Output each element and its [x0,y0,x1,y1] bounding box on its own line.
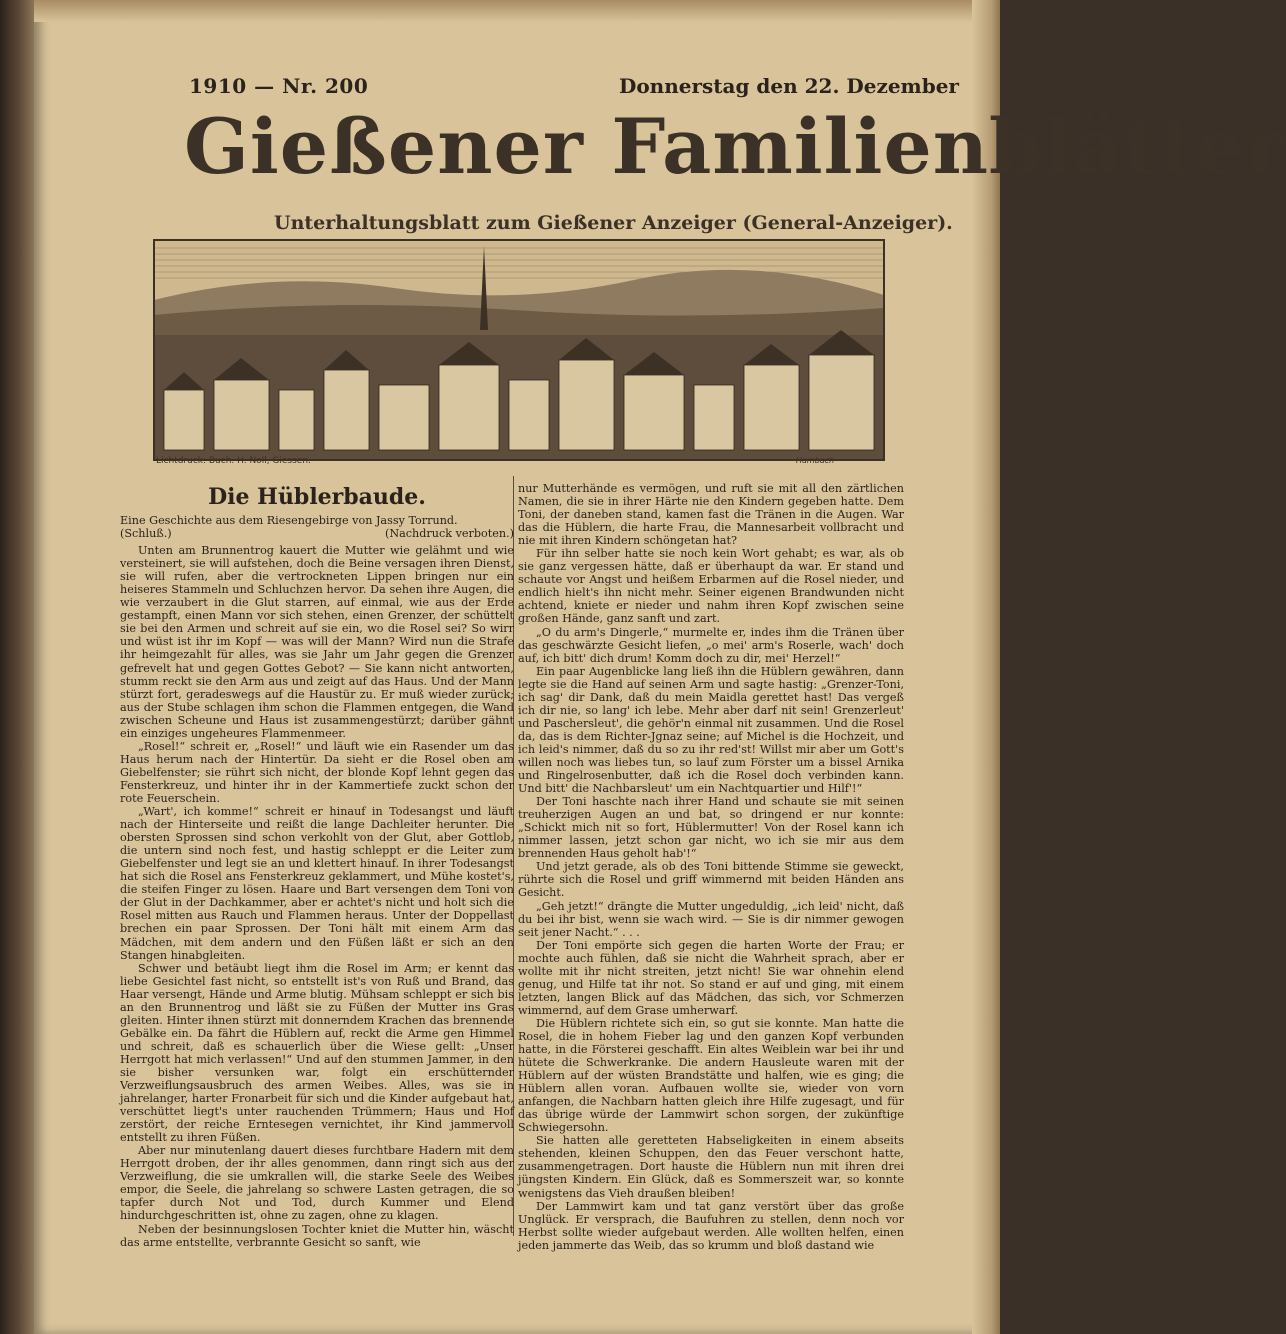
masthead [154,102,1286,462]
paragraph: „Geh jetzt!“ drängte die Mutter ungeduldig, „ich leid' nicht, daß du bei ihr bist, wenn sie wach wird. — Sie is dir nimmer gewogen seit jener Nacht.“ . . . [518,899,904,939]
paragraph: Die Hüblern richtete sich ein, so gut sie konnte. Man hatte die Rosel, die in hohem Fieber lag und den ganzen Kopf verbunden hatte, in die Försterei geschafft. Ein altes Weiblein war bei ihr und hütete die Schwerkranke. Die andern Hausleute waren mit der Hüblern auf der wüsten Brandstätte und halfen, wie es ging; die Hüblern allen voran. Aufbauen wollte sie, wieder von vorn anfangen, die Nachbarn hatten gleich ihre Hilfe zugesagt, und für das übrige würde der Lammwirt schon sorgen, der zukünftige Schwiegersohn. [518,1016,904,1135]
issue-number: 1910 — Nr. 200 [189,74,369,98]
engraving-credit: Lichtdruck: Buch. H. Noll, Giessen. [156,456,311,466]
paragraph: „O du arm's Dingerle,“ murmelte er, indes ihm die Tränen über das geschwärzte Gesicht liefen, „o mei' arm's Roserle, wach' doch auf, ich bitt' dich drum! Komm doch zu dir, mei' Herzel!“ [518,625,904,665]
city-engraving [154,240,884,460]
paragraph: Unten am Brunnentrog kauert die Mutter wie gelähmt und wie versteinert, sie will aufstehen, doch die Beine versagen ihren Dienst, sie will rufen, aber die vertrockneten Lippen bringen nur ein heiseres Stammeln und Schluchzen hervor. Da sehen ihre Augen, die wie verzaubert in die Glut starren, auf einmal, wie aus der Erde gestampft, einen Mann vor sich stehen, einen Grenzer, der schüttelt sie bei den Armen und schreit auf sie ein, wo die Rosel sei? So wirr und wüst ist ihr im Kopf — was will der Mann? Wird nun die Strafe ihr heimgezahlt für alles, was sie Jahr um Jahr gegen die Grenzer gefrevelt hat und gegen Gottes Gebot? — Sie kann nicht antworten, stumm reckt sie den Arm aus und zeigt auf das Haus. Und der Mann stürzt fort, geradeswegs auf die Haustür zu. Er muß wieder zurück; aus der Stube schlagen ihm schon die Flammen entgegen, die Wand zwischen Scheune und Haus ist zusammengestürzt; darüber gähnt ein einziges ungeheures Flammenmeer. [120,544,514,740]
paragraph: Sie hatten alle geretteten Habseligkeiten in einem abseits stehenden, kleinen Schuppen, den das Feuer verschont hatte, zusammengetragen. Dort hauste die Hüblern nun mit ihren drei jüngsten Kindern. Ein Glück, daß es Sommerszeit war, so konnte wenigstens das Vieh draußen bleiben! [518,1134,904,1200]
conclusion-note: (Schluß.) [120,527,172,541]
article-column-1 [120,482,514,1249]
engraver-signature: Hambach [796,456,835,465]
issue-date: Donnerstag den 22. Dezember [619,74,959,98]
paragraph: Neben der besinnungslosen Tochter kniet die Mutter hin, wäscht das arme entstellte, verbrannte Gesicht so sanft, wie [120,1222,514,1249]
article-column-2 [518,482,904,1252]
paragraph: Der Toni empörte sich gegen die harten Worte der Frau; er mochte auch fühlen, daß sie nicht die Wahrheit sprach, aber er wollte mit ihr nicht streiten, jetzt nicht! Sie war ohnehin elend genug, und Hilfe tat ihr not. So stand er auf und ging, mit einem letzten, langen Blick auf das Mädchen, das sich, vor Schmerzen wimmernd, auf dem Grase umherwarf. [518,938,904,1017]
book-spine-edge [0,0,34,1334]
masthead-title: Gießener Familienblätter [184,102,1286,191]
paragraph: Schwer und betäubt liegt ihm die Rosel im Arm; er kennt das liebe Gesichtel fast nicht, so entstellt ist's von Ruß und Brand, das Haar versengt, Hände und Arme blutig. Mühsam schleppt er sich bis an den Brunnentrog und läßt sie zu Füßen der Mutter ins Gras gleiten. Hinter ihnen stürzt mit donnerndem Krachen das brennende Gebälke ein. Da fährt die Hüblern auf, reckt die Arme gen Himmel und schreit, daß es schauerlich über die Wiese gellt: „Unser Herrgott hat mich verlassen!“ Und auf den stummen Jammer, in den sie bisher versunken war, folgt ein erschütternder Verzweiflungsausbruch des armen Weibes. Alles, was sie in jahrelanger, harter Fronarbeit für sich und die Kinder aufgebaut hat, verschüttet liegt's unter rauchenden Trümmern; Haus und Hof zerstört, der reiche Erntesegen vernichtet, ihr Kind jammervoll entstellt zu ihren Füßen. [120,961,514,1145]
paragraph: nur Mutterhände es vermögen, und ruft sie mit all den zärtlichen Namen, die sie in ihrer Härte nie den Kindern gegeben hatte. Dem Toni, der daneben stand, kamen fast die Tränen in die Augen. War das die Hüblern, die harte Frau, die Mannesarbeit vollbracht und nie mit ihren Kindern schöngetan hat? [518,482,904,548]
article-subtitle: Eine Geschichte aus dem Riesengebirge von Jassy Torrund. [120,514,458,527]
paragraph: Ein paar Augenblicke lang ließ ihn die Hüblern gewähren, dann legte sie die Hand auf seinen Arm und sagte hastig: „Grenzer-Toni, ich sag' dir Dank, daß du mein Maidla gerettet hast! Das vergeß ich dir nie, so lang' ich lebe. Mehr aber darf nit sein! Grenzerleut' und Paschersleut', die gehör'n einmal nit zusammen. Und die Rosel da, das is dem Richter-Jgnaz seine; auf Michel is die Hochzeit, und ich leid's nimmer, daß du so zu ihr red'st! Willst mir aber um Gott's willen noch was liebes tun, so lauf zum Förster um a bissel Arnika und Ringelrosenbutter, daß ich die Rosel doch verbinden kann. Und bitt' die Nachbarsleut' um ein Nachtquartier und Hilf'!“ [518,664,904,796]
paragraph: Und jetzt gerade, als ob des Toni bittende Stimme sie geweckt, rührte sich die Rosel und griff wimmernd mit beiden Händen ans Gesicht. [518,860,904,900]
paragraph: Der Lammwirt kam und tat ganz verstört über das große Unglück. Er versprach, die Baufuhren zu stellen, denn noch vor Herbst sollte wieder aufgebaut werden. Alle wollten helfen, einen jeden jammerte das Weib, das so krumm und bloß dastand wie [518,1199,904,1252]
paragraph: Aber nur minutenlang dauert dieses furchtbare Hadern mit dem Herrgott droben, der ihr alles genommen, dann ringt sich aus der Verzweiflung, die sie umkrallen will, die starke Seele des Weibes empor, die Seele, die jahrelang so schwere Lasten getragen, die so tapfer durch Not und Tod, durch Kummer und Elend hindurchgeschritten ist, ohne zu zagen, ohne zu klagen. [120,1144,514,1223]
paragraph: Der Toni haschte nach ihrer Hand und schaute sie mit seinen treuherzigen Augen an und bat, so dringend er nur konnte: „Schickt mich nit so fort, Hüblermutter! Von der Rosel kann ich nimmer lassen, jetzt schon gar nicht, wo ich sie mir aus dem brennenden Haus geholt hab'!“ [518,795,904,861]
paragraph: „Rosel!“ schreit er, „Rosel!“ und läuft wie ein Rasender um das Haus herum nach der Hintertür. Da sieht er die Rosel oben am Giebelfenster; sie rührt sich nicht, der blonde Kopf lehnt gegen das Fensterkreuz, und hinter ihr in der Kammertiefe zuckt schon der rote Feuerschein. [120,739,514,805]
masthead-subtitle: Unterhaltungsblatt zum Gießener Anzeiger (General-Anzeiger). [274,212,953,234]
paragraph: „Wart', ich komme!“ schreit er hinauf in Todesangst und läuft nach der Hinterseite und reißt die lange Dachleiter herunter. Die obersten Sprossen sind schon verkohlt von der Glut, aber Gottlob, die untern sind noch fest, und hastig schleppt er die Leiter zum Giebelfenster und legt sie an und klettert hinauf. In ihrer Todesangst hat sich die Rosel ans Fensterkreuz geklammert, und Mühe kostet's, die steifen Finger zu lösen. Haare und Bart versengen dem Toni von der Glut in der Dachkammer, aber er achtet's nicht und holt sich die Rosel mitten aus Rauch und Flammen heraus. Unter der Doppellast brechen ein paar Sprossen. Der Toni hält mit einem Arm das Mädchen, mit dem andern und den Füßen läßt er sich an den Stangen hinabgleiten. [120,805,514,962]
newspaper-page [34,0,1286,1334]
article-title: Die Hüblerbaude. [208,484,426,510]
paragraph: Für ihn selber hatte sie noch kein Wort gehabt; es war, als ob sie ganz vergessen hätte, daß er überhaupt da war. Er stand und schaute vor Angst und heißem Erbarmen auf die Rosel nieder, und endlich hielt's ihn nicht mehr. Seiner eigenen Brandwunden nicht achtend, kniete er nieder und nahm ihren Kopf zwischen seine großen Hände, ganz sanft und zart. [518,547,904,626]
reprint-notice: (Nachdruck verboten.) [384,527,514,541]
